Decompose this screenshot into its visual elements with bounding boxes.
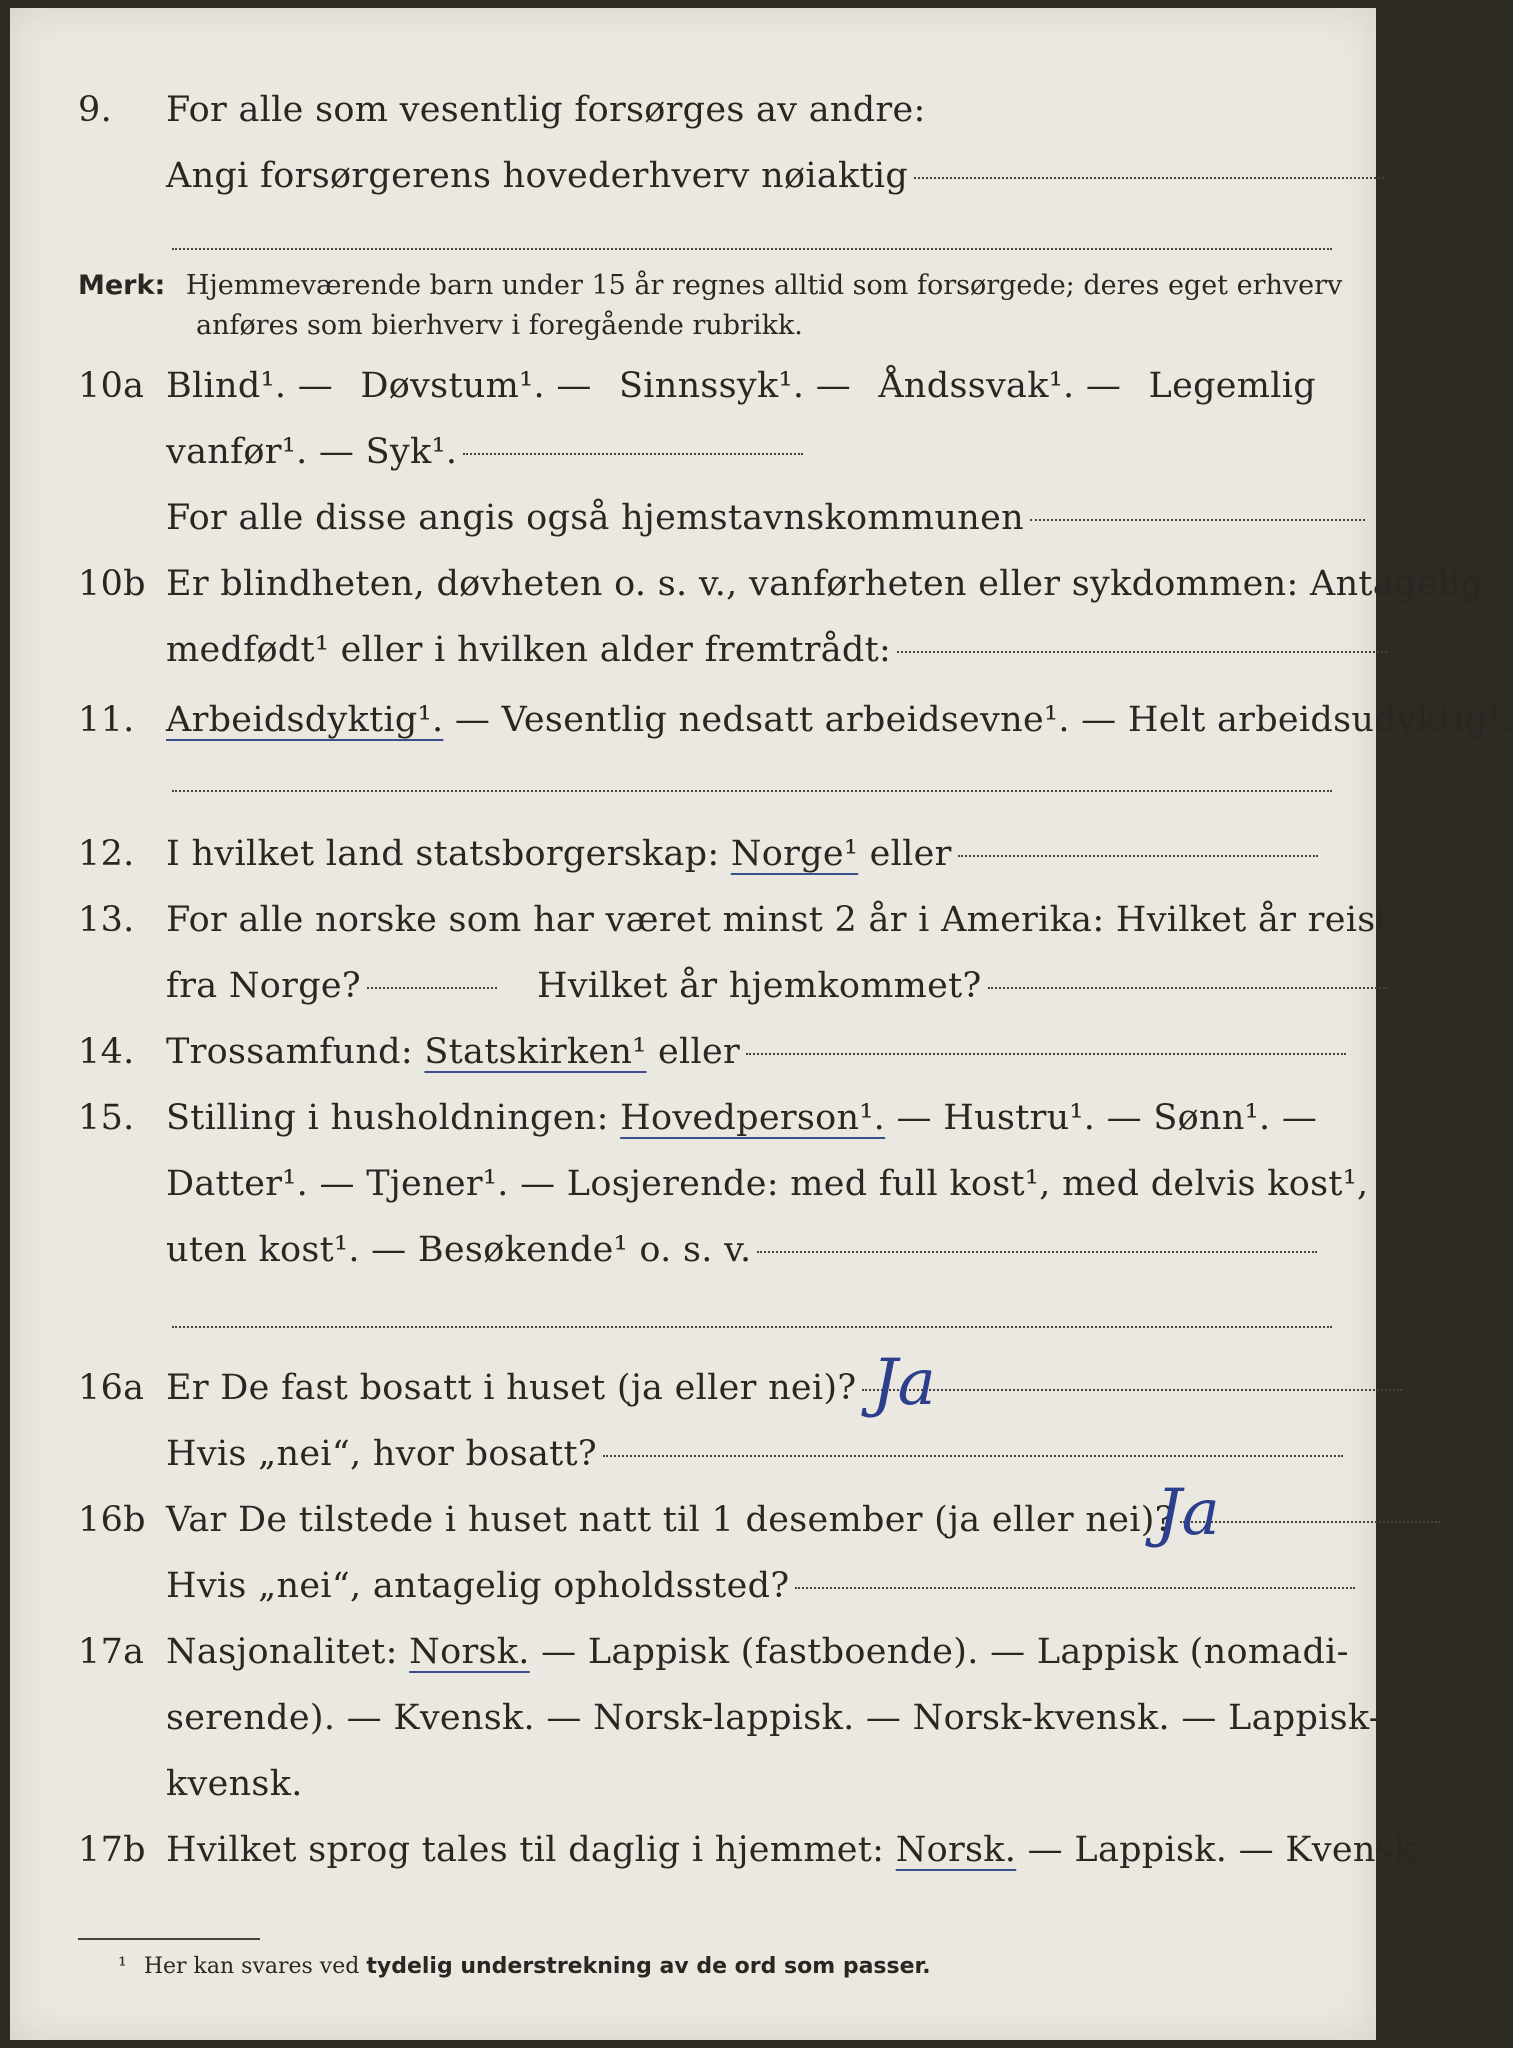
q16b-handwritten-answer: Ja <box>1156 1476 1220 1550</box>
q10a-line2-text: vanfør¹. — Syk¹. <box>166 432 458 472</box>
q15-other-field[interactable] <box>757 1251 1317 1253</box>
q10a-option: Blind¹. — <box>166 366 334 406</box>
q16a-number: 16a <box>78 1368 145 1408</box>
q10b-number: 10b <box>78 564 146 604</box>
q14-prefix: Trossamfund: <box>166 1032 413 1072</box>
q16a-bosatt-field[interactable] <box>603 1455 1343 1457</box>
footnote-mark: ¹ <box>118 1954 127 1979</box>
q10a-option: Legemlig <box>1148 366 1316 406</box>
q16a-handwritten-answer: Ja <box>872 1346 936 1420</box>
q11-selected-answer[interactable]: Arbeidsdyktig¹. <box>166 700 444 740</box>
q15-selected-answer[interactable]: Hovedperson¹. <box>620 1098 886 1138</box>
q15-line2-text: Datter¹. — Tjener¹. — Losjerende: med full kost¹, med delvis kost¹, <box>166 1164 1369 1204</box>
q13-reist-field[interactable] <box>367 987 497 989</box>
q15-line3-text: uten kost¹. — Besøkende¹ o. s. v. <box>166 1230 752 1270</box>
q17a-line3-text: kvensk. <box>166 1764 303 1804</box>
q16a-answer-field[interactable] <box>862 1389 1402 1391</box>
q17b-selected-answer[interactable]: Norsk. <box>895 1830 1017 1870</box>
q16b-line2-text: Hvis „nei“, antagelig opholdssted? <box>166 1566 790 1606</box>
merk-note <box>78 270 1342 301</box>
footnote <box>118 1954 931 1979</box>
q10b-answer-field[interactable] <box>897 651 1387 653</box>
q16b-text: Var De tilstede i huset natt til 1 desember (ja eller nei)? <box>166 1500 1174 1540</box>
q9-answer-field[interactable] <box>914 177 1384 179</box>
q17b-number: 17b <box>78 1830 146 1870</box>
q9-prompt: Angi forsørgerens hovederhverv nøiaktig <box>166 156 909 196</box>
q16a-text: Er De fast bosatt i huset (ja eller nei)? <box>166 1368 857 1408</box>
q10a-kommune-field[interactable] <box>1030 519 1365 521</box>
q16b-opholdssted-field[interactable] <box>795 1587 1355 1589</box>
merk-line2: anføres som bierhverv i foregående rubrikk. <box>196 310 803 341</box>
q10a-option: Sinnssyk¹. — <box>618 366 851 406</box>
q13-reist-label: fra Norge? <box>166 966 361 1006</box>
q11-number: 11. <box>78 700 135 740</box>
q17a-line2-text: serende). — Kvensk. — Norsk-lappisk. — Norsk-kvensk. — Lappisk- <box>166 1698 1381 1738</box>
q15-extra-line[interactable] <box>172 1326 1332 1328</box>
q17a-selected-answer[interactable]: Norsk. <box>409 1632 530 1672</box>
q10a-options <box>166 366 1316 406</box>
q15-prefix: Stilling i husholdningen: <box>166 1098 609 1138</box>
q10a-option: Åndssvak¹. — <box>878 366 1122 406</box>
merk-line1: Hjemmeværende barn under 15 år regnes alltid som forsørgede; deres eget erhverv <box>185 270 1343 301</box>
q16a-line2-text: Hvis „nei“, hvor bosatt? <box>166 1434 597 1474</box>
footnote-rule <box>78 1938 260 1940</box>
q15-options: — Hustru¹. — Sønn¹. — <box>896 1098 1318 1138</box>
q9-text: For alle som vesentlig forsørges av andre: <box>166 90 926 130</box>
q17a-options: — Lappisk (fastboende). — Lappisk (nomadi- <box>541 1632 1349 1672</box>
q10b-text: Er blindheten, døvheten o. s. v., vanførheten eller sykdommen: Antagelig <box>166 564 1484 604</box>
q17a-number: 17a <box>78 1632 145 1672</box>
q14-number: 14. <box>78 1032 135 1072</box>
q9-number: 9. <box>78 90 112 130</box>
q14-selected-answer[interactable]: Statskirken¹ <box>424 1032 647 1072</box>
q11-options: — Vesentlig nedsatt arbeidsevne¹. — Helt arbeidsudyktig¹. <box>454 700 1513 740</box>
q13-number: 13. <box>78 900 135 940</box>
q12-number: 12. <box>78 834 135 874</box>
q12-other-field[interactable] <box>958 855 1318 857</box>
q17b-options: — Lappisk. — Kvensk. <box>1027 1830 1427 1870</box>
census-form-page <box>10 8 1513 2040</box>
q10a-syk-field[interactable] <box>463 453 803 455</box>
q10a-line3-text: For alle disse angis også hjemstavnskommunen <box>166 498 1024 538</box>
q13-text: For alle norske som har været minst 2 år i Amerika: Hvilket år reist <box>166 900 1390 940</box>
q13-hjemkommet-label: Hvilket år hjemkommet? <box>537 966 982 1006</box>
q17b-prefix: Hvilket sprog tales til daglig i hjemmet: <box>166 1830 885 1870</box>
q17a-prefix: Nasjonalitet: <box>166 1632 398 1672</box>
merk-label: Merk: <box>78 270 166 301</box>
q14-other-field[interactable] <box>746 1053 1346 1055</box>
q14-suffix: eller <box>658 1032 741 1072</box>
q12-selected-answer[interactable]: Norge¹ <box>730 834 859 874</box>
q15-number: 15. <box>78 1098 135 1138</box>
q10b-line2-text: medfødt¹ eller i hvilken alder fremtrådt: <box>166 630 892 670</box>
q10a-number: 10a <box>78 366 145 406</box>
q13-hjemkommet-field[interactable] <box>988 987 1388 989</box>
q12-suffix: eller <box>869 834 952 874</box>
q11-extra-line[interactable] <box>172 790 1332 792</box>
q9-extra-line[interactable] <box>172 248 1332 250</box>
q10a-option: Døvstum¹. — <box>360 366 592 406</box>
q12-prefix: I hvilket land statsborgerskap: <box>166 834 720 874</box>
footnote-bold-text: tydelig understrekning av de ord som passer. <box>366 1954 931 1979</box>
footnote-text: Her kan svares ved <box>143 1954 360 1979</box>
q16b-number: 16b <box>78 1500 146 1540</box>
